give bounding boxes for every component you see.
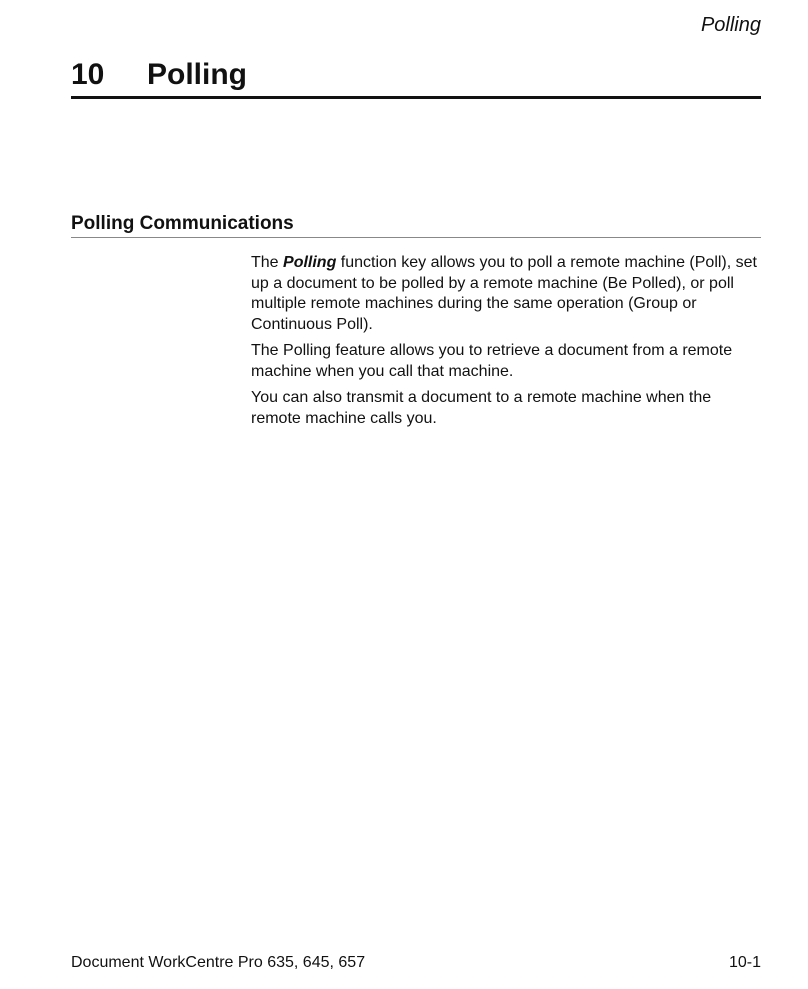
section-heading: Polling Communications	[71, 213, 294, 234]
polling-key-name: Polling	[283, 254, 337, 271]
paragraph-polling-feature: The Polling feature allows you to retrieve a document from a remote machine when you call that machine.	[251, 342, 733, 380]
footer-product: Document WorkCentre Pro 635, 645, 657	[71, 954, 366, 971]
chapter-name: Polling	[147, 58, 247, 91]
paragraph-transmit: You can also transmit a document to a remote machine when the remote machine calls you.	[251, 389, 712, 427]
paragraph-polling-key	[251, 253, 761, 335]
page-footer	[71, 954, 761, 972]
body-text	[251, 253, 761, 435]
chapter-number: 10	[71, 58, 105, 91]
paragraph-text: function key allows you to poll a remote machine (Poll), set up a document to be polled by a remote machine (Be Polled), or poll multiple remote machines during the same operation (Group or Continuous Poll).	[251, 254, 757, 333]
paragraph-text: The	[251, 254, 284, 271]
chapter-title	[71, 56, 761, 94]
section-divider	[71, 237, 761, 238]
footer-page-number: 10-1	[728, 954, 761, 971]
running-header: Polling	[700, 14, 761, 36]
chapter-divider	[71, 96, 761, 99]
